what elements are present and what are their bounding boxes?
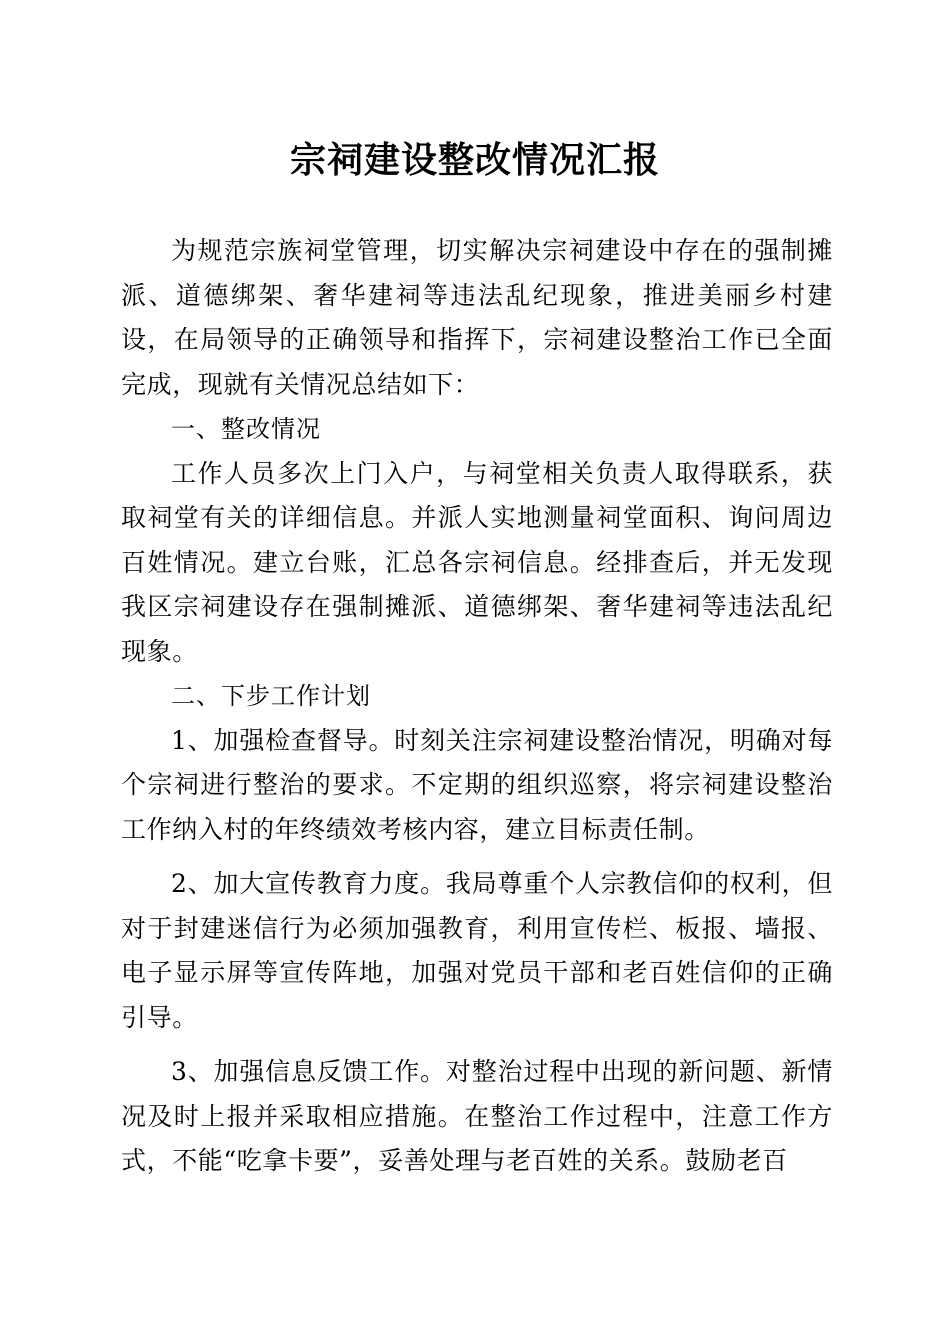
document-title: 宗祠建设整改情况汇报 — [289, 139, 660, 181]
plan-item-1: 1、加强检查督导。时刻关注宗祠建设整治情况，明确对每个宗祠进行整治的要求。不定期的组织巡察，将宗祠建设整治工作纳入村的年终绩效考核内容，建立目标责任制。 — [121, 725, 833, 844]
plan-item-3: 3、加强信息反馈工作。对整治过程中出现的新问题、新情况及时上报并采取相应措施。在整治工作过程中，注意工作方式，不能“吃拿卡要”，妥善处理与老百姓的关系。鼓励老百 — [121, 1057, 833, 1175]
plan-item-2: 2、加大宣传教育力度。我局尊重个人宗教信仰的权利，但对于封建迷信行为必须加强教育，利用宣传栏、板报、墙报、电子显示屏等宣传阵地，加强对党员干部和老百姓信仰的正确引导。 — [121, 869, 833, 1032]
intro-paragraph: 为规范宗族祠堂管理，切实解决宗祠建设中存在的强制摊派、道德绑架、奢华建祠等违法乱纪现象，推进美丽乡村建设，在局领导的正确领导和指挥下，宗祠建设整治工作已全面完成，现就有关情况总结如下： — [121, 236, 833, 399]
section-heading-next-steps: 二、下步工作计划 — [171, 682, 371, 710]
section-heading-rectification: 一、整改情况 — [171, 415, 321, 443]
paragraph-gap — [121, 1040, 833, 1050]
document-body — [121, 229, 833, 1184]
paragraph-gap — [121, 852, 833, 862]
rectification-paragraph: 工作人员多次上门入户，与祠堂相关负责人取得联系，获取祠堂有关的详细信息。并派人实地测量祠堂面积、询问周边百姓情况。建立台账，汇总各宗祠信息。经排查后，并无发现我区宗祠建设存在强制摊派、道德绑架、奢华建祠等违法乱纪现象。 — [121, 458, 833, 666]
